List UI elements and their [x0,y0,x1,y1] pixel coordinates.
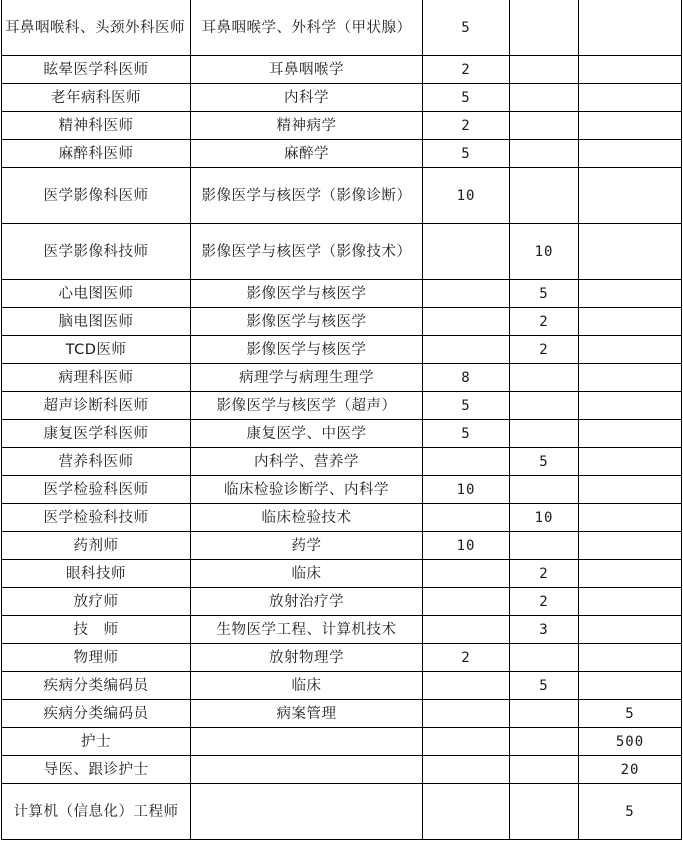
major-cell: 麻醉学 [191,140,423,168]
major-cell: 康复医学、中医学 [191,420,423,448]
count-col-1-cell: 8 [423,364,510,392]
table-row [2,420,682,448]
count-col-2-cell: 10 [510,504,579,532]
count-col-3-cell [579,588,682,616]
major-cell: 放射治疗学 [191,588,423,616]
post-cell: 物理师 [2,644,191,672]
table-row [2,588,682,616]
count-col-1-cell: 10 [423,476,510,504]
post-cell: 眩晕医学科医师 [2,56,191,84]
count-col-3-cell [579,140,682,168]
count-col-2-cell: 10 [510,224,579,280]
table-row [2,616,682,644]
count-col-3-cell: 5 [579,700,682,728]
count-col-3-cell [579,560,682,588]
table-row [2,476,682,504]
count-col-3-cell [579,336,682,364]
count-col-2-cell [510,420,579,448]
count-col-3-cell [579,532,682,560]
count-col-1-cell [423,448,510,476]
post-cell: 药剂师 [2,532,191,560]
major-cell: 内科学 [191,84,423,112]
post-cell: 导医、跟诊护士 [2,756,191,784]
count-col-1-cell [423,308,510,336]
count-col-2-cell: 2 [510,588,579,616]
recruitment-table [1,0,682,840]
recruitment-table-body [2,0,682,840]
count-col-1-cell [423,784,510,840]
table-row [2,728,682,756]
post-cell: 医学影像科医师 [2,168,191,224]
major-cell: 临床检验诊断学、内科学 [191,476,423,504]
table-row [2,84,682,112]
count-col-3-cell [579,280,682,308]
count-col-1-cell [423,336,510,364]
table-row [2,0,682,56]
table-row [2,336,682,364]
count-col-1-cell: 5 [423,420,510,448]
count-col-3-cell [579,56,682,84]
major-cell: 临床检验技术 [191,504,423,532]
major-cell: 放射物理学 [191,644,423,672]
table-row [2,140,682,168]
post-cell: 医学影像科技师 [2,224,191,280]
post-cell: 脑电图医师 [2,308,191,336]
count-col-2-cell [510,784,579,840]
count-col-3-cell: 5 [579,784,682,840]
count-col-1-cell [423,756,510,784]
count-col-3-cell [579,616,682,644]
post-cell: 精神科医师 [2,112,191,140]
count-col-3-cell: 20 [579,756,682,784]
post-cell: 康复医学科医师 [2,420,191,448]
major-cell [191,756,423,784]
count-col-2-cell [510,392,579,420]
table-row [2,448,682,476]
table-row [2,392,682,420]
major-cell [191,784,423,840]
count-col-1-cell: 10 [423,168,510,224]
count-col-1-cell: 5 [423,140,510,168]
count-col-1-cell [423,588,510,616]
table-row [2,308,682,336]
post-cell: 眼科技师 [2,560,191,588]
count-col-1-cell: 2 [423,56,510,84]
count-col-2-cell [510,84,579,112]
count-col-3-cell [579,504,682,532]
count-col-3-cell [579,672,682,700]
major-cell: 影像医学与核医学（影像技术） [191,224,423,280]
count-col-3-cell [579,448,682,476]
table-row [2,560,682,588]
count-col-1-cell: 5 [423,0,510,56]
post-cell: 技 师 [2,616,191,644]
table-row [2,784,682,840]
table-row [2,532,682,560]
major-cell: 影像医学与核医学 [191,336,423,364]
count-col-1-cell [423,672,510,700]
count-col-1-cell: 5 [423,84,510,112]
post-cell: 疾病分类编码员 [2,672,191,700]
count-col-1-cell: 2 [423,644,510,672]
count-col-1-cell: 10 [423,532,510,560]
count-col-1-cell [423,224,510,280]
count-col-3-cell [579,0,682,56]
table-row [2,644,682,672]
table-row [2,756,682,784]
count-col-1-cell [423,504,510,532]
count-col-3-cell [579,168,682,224]
count-col-2-cell [510,364,579,392]
major-cell [191,728,423,756]
count-col-3-cell [579,644,682,672]
post-cell: TCD医师 [2,336,191,364]
post-cell: 营养科医师 [2,448,191,476]
table-row [2,56,682,84]
post-cell: 麻醉科医师 [2,140,191,168]
post-cell: 耳鼻咽喉科、头颈外科医师 [2,0,191,56]
post-cell: 疾病分类编码员 [2,700,191,728]
post-cell: 放疗师 [2,588,191,616]
major-cell: 精神病学 [191,112,423,140]
count-col-2-cell: 5 [510,448,579,476]
count-col-2-cell [510,756,579,784]
table-row [2,364,682,392]
count-col-1-cell [423,700,510,728]
post-cell: 医学检验科技师 [2,504,191,532]
table-row [2,224,682,280]
post-cell: 计算机（信息化）工程师 [2,784,191,840]
count-col-2-cell [510,0,579,56]
count-col-2-cell [510,476,579,504]
major-cell: 临床 [191,672,423,700]
table-row [2,280,682,308]
table-row [2,504,682,532]
count-col-3-cell: 500 [579,728,682,756]
count-col-2-cell [510,532,579,560]
count-col-3-cell [579,112,682,140]
post-cell: 心电图医师 [2,280,191,308]
major-cell: 临床 [191,560,423,588]
major-cell: 内科学、营养学 [191,448,423,476]
major-cell: 影像医学与核医学（影像诊断） [191,168,423,224]
count-col-1-cell [423,560,510,588]
post-cell: 老年病科医师 [2,84,191,112]
table-row [2,700,682,728]
major-cell: 药学 [191,532,423,560]
count-col-1-cell [423,728,510,756]
count-col-3-cell [579,420,682,448]
count-col-3-cell [579,476,682,504]
major-cell: 影像医学与核医学（超声） [191,392,423,420]
count-col-2-cell [510,700,579,728]
count-col-3-cell [579,308,682,336]
count-col-2-cell [510,56,579,84]
post-cell: 超声诊断科医师 [2,392,191,420]
major-cell: 影像医学与核医学 [191,280,423,308]
count-col-3-cell [579,392,682,420]
major-cell: 影像医学与核医学 [191,308,423,336]
count-col-3-cell [579,224,682,280]
count-col-2-cell: 2 [510,308,579,336]
major-cell: 生物医学工程、计算机技术 [191,616,423,644]
major-cell: 耳鼻咽喉学、外科学（甲状腺） [191,0,423,56]
post-cell: 护士 [2,728,191,756]
count-col-3-cell [579,84,682,112]
post-cell: 病理科医师 [2,364,191,392]
count-col-2-cell [510,112,579,140]
count-col-2-cell [510,644,579,672]
count-col-2-cell: 2 [510,336,579,364]
table-row [2,112,682,140]
count-col-2-cell [510,140,579,168]
major-cell: 病理学与病理生理学 [191,364,423,392]
count-col-1-cell: 5 [423,392,510,420]
post-cell: 医学检验科医师 [2,476,191,504]
table-row [2,168,682,224]
count-col-2-cell: 3 [510,616,579,644]
count-col-2-cell: 5 [510,672,579,700]
count-col-1-cell: 2 [423,112,510,140]
count-col-3-cell [579,364,682,392]
count-col-2-cell [510,168,579,224]
count-col-2-cell: 5 [510,280,579,308]
major-cell: 耳鼻咽喉学 [191,56,423,84]
major-cell: 病案管理 [191,700,423,728]
count-col-1-cell [423,280,510,308]
count-col-2-cell: 2 [510,560,579,588]
count-col-1-cell [423,616,510,644]
table-row [2,672,682,700]
count-col-2-cell [510,728,579,756]
